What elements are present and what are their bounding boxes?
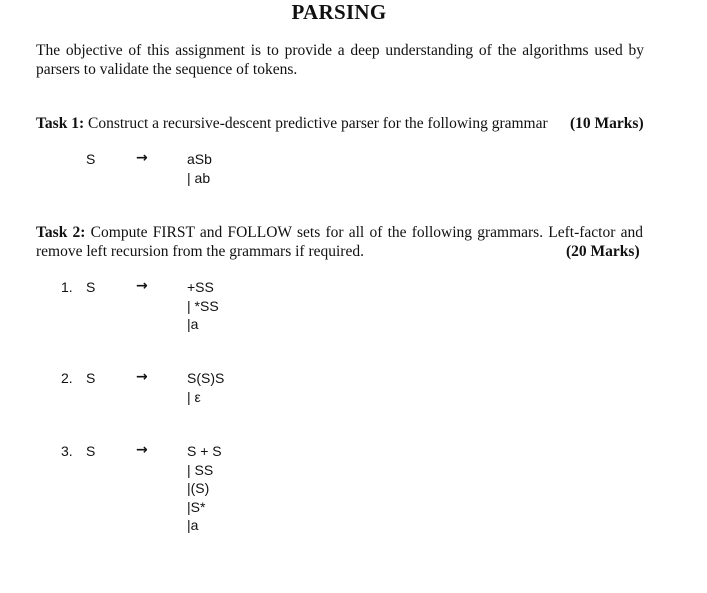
grammar2-number: 2. — [61, 370, 73, 386]
grammar-rule: aSb — [187, 151, 212, 167]
page-title: PARSING — [291, 0, 387, 24]
task1-grammar-rules — [187, 150, 212, 187]
grammar3-lhs: S — [86, 443, 96, 459]
task1-label: Task 1: — [36, 115, 85, 132]
task2-heading — [36, 223, 643, 261]
task1-text: Construct a recursive-descent predictive parser for the following grammar — [84, 115, 548, 132]
grammar1-arrow-icon: → — [136, 278, 148, 294]
grammar1-lhs: S — [86, 279, 96, 295]
task1-marks: (10 Marks) — [570, 115, 644, 132]
grammar-rule: S(S)S — [187, 370, 225, 386]
grammar-rule: |a — [187, 316, 199, 332]
grammar1-rules — [187, 278, 219, 334]
grammar-rule: S + S — [187, 443, 222, 459]
grammar-rule: |a — [187, 517, 199, 533]
grammar3-rules — [187, 442, 222, 535]
grammar-rule: |(S) — [187, 480, 210, 496]
grammar3-arrow-icon: → — [136, 442, 148, 458]
grammar-rule: | ab — [187, 169, 211, 186]
task2-label: Task 2: — [36, 224, 86, 241]
grammar-rule: | ε — [187, 388, 201, 405]
grammar-rule: +SS — [187, 279, 214, 295]
task1-heading — [36, 114, 644, 133]
task1-arrow-icon: → — [136, 150, 148, 166]
task1-grammar-lhs: S — [86, 151, 96, 167]
task2-marks: (20 Marks) — [566, 243, 640, 260]
grammar2-arrow-icon: → — [136, 369, 148, 385]
task2-text: Compute FIRST and FOLLOW sets for all of the following grammars. Left-factor and remove left recursion from the grammars if required. — [36, 224, 644, 260]
grammar2-rules — [187, 369, 224, 406]
grammar-rule: | SS — [187, 461, 214, 478]
grammar-rule: |S* — [187, 498, 206, 515]
grammar2-lhs: S — [86, 370, 96, 386]
grammar3-number: 3. — [61, 443, 73, 459]
grammar1-number: 1. — [61, 279, 73, 295]
intro-paragraph: The objective of this assignment is to provide a deep understanding of the algorithms used by parsers to validate the sequence of tokens. — [36, 42, 644, 78]
grammar-rule: | *SS — [187, 297, 219, 314]
